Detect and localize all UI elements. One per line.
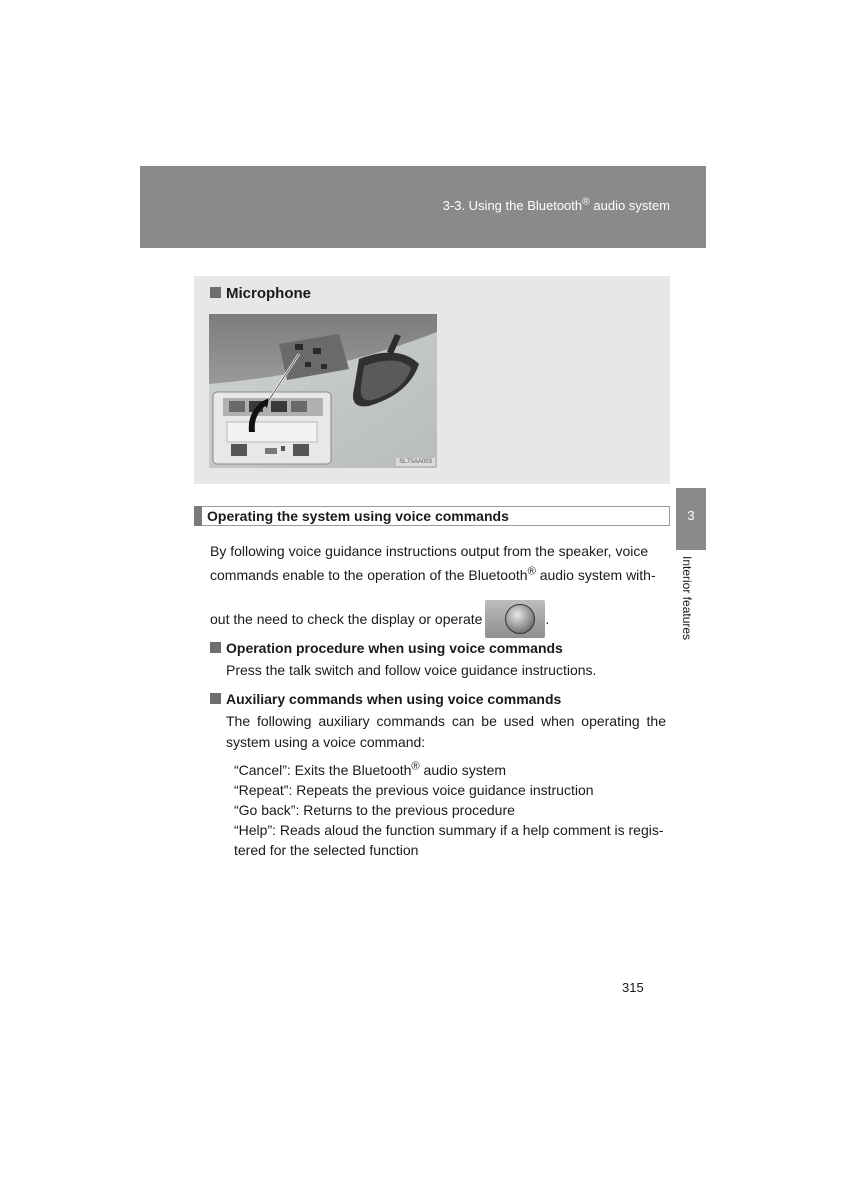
square-bullet-icon bbox=[210, 693, 221, 704]
auxiliary-text-line-1: The following auxiliary commands can be used when operating the bbox=[226, 713, 666, 729]
operation-heading: Operation procedure when using voice commands bbox=[210, 638, 563, 658]
intro-line-1: By following voice guidance instructions output from the speaker, voice bbox=[210, 543, 649, 559]
chapter-tab bbox=[676, 488, 706, 550]
section-title: Operating the system using voice commands bbox=[207, 508, 509, 524]
command-go-back: “Go back”: Returns to the previous procedure bbox=[234, 802, 515, 818]
chapter-number: 3 bbox=[687, 508, 695, 523]
auxiliary-heading: Auxiliary commands when using voice commands bbox=[210, 689, 561, 709]
square-bullet-icon bbox=[210, 287, 221, 298]
talk-switch-dial-icon bbox=[485, 600, 545, 638]
intro-line-3: out the need to check the display or operate . bbox=[210, 600, 549, 638]
command-help-line-1: “Help”: Reads aloud the function summary if a help comment is regis- bbox=[234, 822, 664, 838]
auxiliary-text-line-2: system using a voice command: bbox=[226, 734, 426, 750]
section-title-bar bbox=[194, 506, 670, 526]
page-number: 315 bbox=[622, 980, 644, 995]
header-title: 3-3. Using the Bluetooth® audio system bbox=[442, 196, 670, 213]
intro-line-2: commands enable to the operation of the Bluetooth® audio system with- bbox=[210, 565, 656, 583]
chapter-label: Interior features bbox=[680, 556, 694, 641]
command-repeat: “Repeat”: Repeats the previous voice guidance instruction bbox=[234, 782, 594, 798]
microphone-heading: Microphone bbox=[210, 285, 311, 302]
command-help-line-2: tered for the selected function bbox=[234, 842, 419, 858]
microphone-photo bbox=[209, 314, 437, 468]
command-cancel: “Cancel”: Exits the Bluetooth® audio system bbox=[234, 760, 507, 778]
operation-text: Press the talk switch and follow voice guidance instructions. bbox=[226, 662, 597, 678]
microphone-box bbox=[194, 276, 670, 484]
overhead-console-illustration bbox=[209, 314, 437, 468]
photo-code: SL7SAA003 bbox=[396, 458, 435, 466]
header-bar bbox=[140, 166, 706, 248]
square-bullet-icon bbox=[210, 642, 221, 653]
